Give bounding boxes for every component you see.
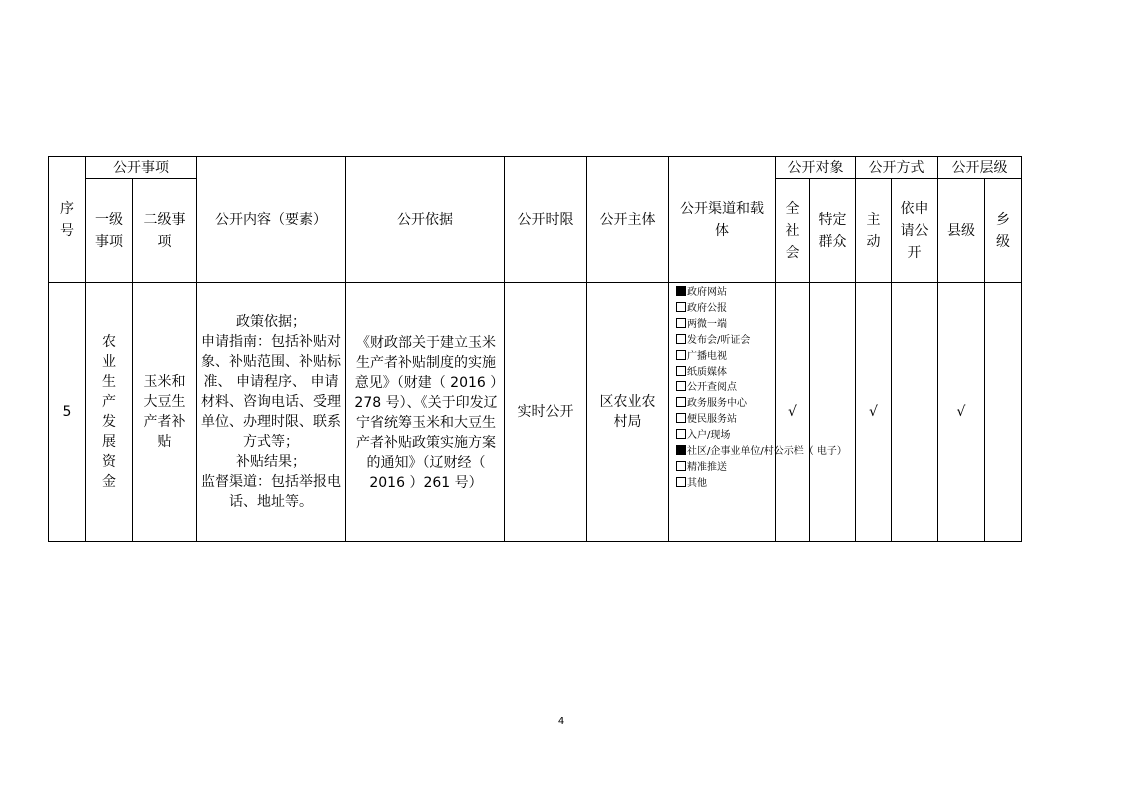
header-method-apply [892, 179, 938, 283]
channel-item [676, 285, 775, 301]
channel-item [676, 444, 847, 460]
channel-label: 两微一端 [687, 318, 727, 330]
header-seq-label: 序号 [59, 200, 74, 239]
header-target: 公开对象 [776, 157, 856, 179]
cell-method-apply [892, 283, 938, 542]
channel-label: 其他 [687, 477, 707, 489]
checkbox-empty-icon [676, 429, 686, 439]
header-target-specific-label: 特定群众 [818, 211, 847, 250]
channel-item [676, 476, 775, 492]
page-number: 4 [557, 716, 565, 727]
checkbox-empty-icon [676, 334, 686, 344]
cell-subject-text: 区农业农村局 [599, 394, 656, 430]
content-line: 申请指南：包括补贴对象、补贴范围、补贴标准、 申请程序、 申请材料、咨询电话、受理单位、办理时限、联系方式等； [201, 334, 341, 450]
channel-item [676, 333, 775, 349]
cell-level2-text: 玉米和大豆生产者补贴 [143, 374, 186, 450]
header-content: 公开内容（要素） [197, 157, 346, 283]
channel-label: 政府公报 [687, 302, 727, 314]
header-level-county: 县级 [938, 179, 985, 283]
channel-item [676, 365, 775, 381]
content-line: 补贴结果； [236, 454, 306, 470]
channel-list [669, 283, 847, 492]
header-level-township [985, 179, 1022, 283]
checkbox-empty-icon [676, 350, 686, 360]
channel-label: 社区/企事业单位/村公示栏（ 电子） [687, 446, 847, 458]
channel-label: 纸质媒体 [687, 366, 727, 378]
cell-channels [669, 283, 847, 542]
channel-item [676, 301, 775, 317]
channel-item [676, 428, 775, 444]
header-method-active [856, 179, 892, 283]
header-level: 公开层级 [938, 157, 1022, 179]
content-line: 政策依据； [236, 314, 306, 330]
channel-label: 政府网站 [687, 287, 727, 298]
cell-level1-text: 农业生产发展资金 [102, 334, 116, 490]
header-level1-label: 一级事项 [95, 211, 123, 250]
channel-label: 广播电视 [687, 350, 727, 362]
cell-level2 [133, 283, 197, 542]
channel-label: 入户/现场 [687, 430, 731, 442]
header-method: 公开方式 [856, 157, 938, 179]
checkbox-empty-icon [676, 318, 686, 328]
cell-level-county: √ [938, 283, 985, 542]
checkbox-checked-icon [676, 286, 686, 296]
header-method-active-label: 主动 [866, 211, 881, 250]
channel-label: 精准推送 [687, 461, 727, 473]
channel-label: 公开查阅点 [687, 382, 737, 394]
header-level1 [86, 179, 133, 283]
header-target-all [776, 179, 810, 283]
header-level2 [133, 179, 197, 283]
header-channel [669, 157, 776, 283]
checkbox-empty-icon [676, 461, 686, 471]
checkbox-empty-icon [676, 477, 686, 487]
channel-label: 政务服务中心 [687, 398, 747, 410]
header-target-all-label: 全社会 [785, 200, 800, 261]
header-channel-label: 公开渠道和载体 [680, 200, 764, 239]
header-public-items: 公开事项 [86, 157, 197, 179]
checkbox-empty-icon [676, 413, 686, 423]
channel-item [676, 380, 775, 396]
checkbox-empty-icon [676, 366, 686, 376]
cell-target-specific [810, 283, 856, 542]
checkbox-checked-icon [676, 445, 686, 455]
cell-target-all: √ [776, 283, 810, 542]
channel-item [676, 396, 775, 412]
cell-time-limit: 实时公开 [505, 283, 587, 542]
checkbox-empty-icon [676, 302, 686, 312]
header-method-apply-label: 依申请公开 [900, 200, 929, 261]
channel-item [676, 412, 775, 428]
cell-content [197, 283, 346, 542]
cell-basis: 《财政部关于建立玉米生产者补贴制度的实施意见》（财建（ 2016 ）278 号）、《关于印发辽宁省统筹玉米和大豆生产者补贴政策实施方案的通知》（辽财经（ 2016 ）261 号） [346, 283, 505, 542]
header-target-specific [810, 179, 856, 283]
channel-label: 便民服务站 [687, 414, 737, 426]
channel-label: 发布会/听证会 [687, 334, 751, 346]
checkbox-empty-icon [676, 397, 686, 407]
header-level-township-label: 乡级 [995, 211, 1010, 250]
content-line: 监督渠道：包括举报电话、地址等。 [201, 474, 341, 510]
header-basis: 公开依据 [346, 157, 505, 283]
header-time-limit: 公开时限 [505, 157, 587, 283]
header-seq [49, 157, 86, 283]
cell-level-township [985, 283, 1022, 542]
cell-level1 [86, 283, 133, 542]
channel-item [676, 349, 775, 365]
cell-method-active: √ [856, 283, 892, 542]
cell-seq: 5 [49, 283, 86, 542]
channel-item [676, 317, 775, 333]
disclosure-table [48, 156, 1022, 542]
header-subject: 公开主体 [587, 157, 669, 283]
checkbox-empty-icon [676, 381, 686, 391]
header-level2-label: 二级事项 [143, 211, 186, 250]
channel-item [676, 460, 775, 476]
cell-subject [587, 283, 669, 542]
